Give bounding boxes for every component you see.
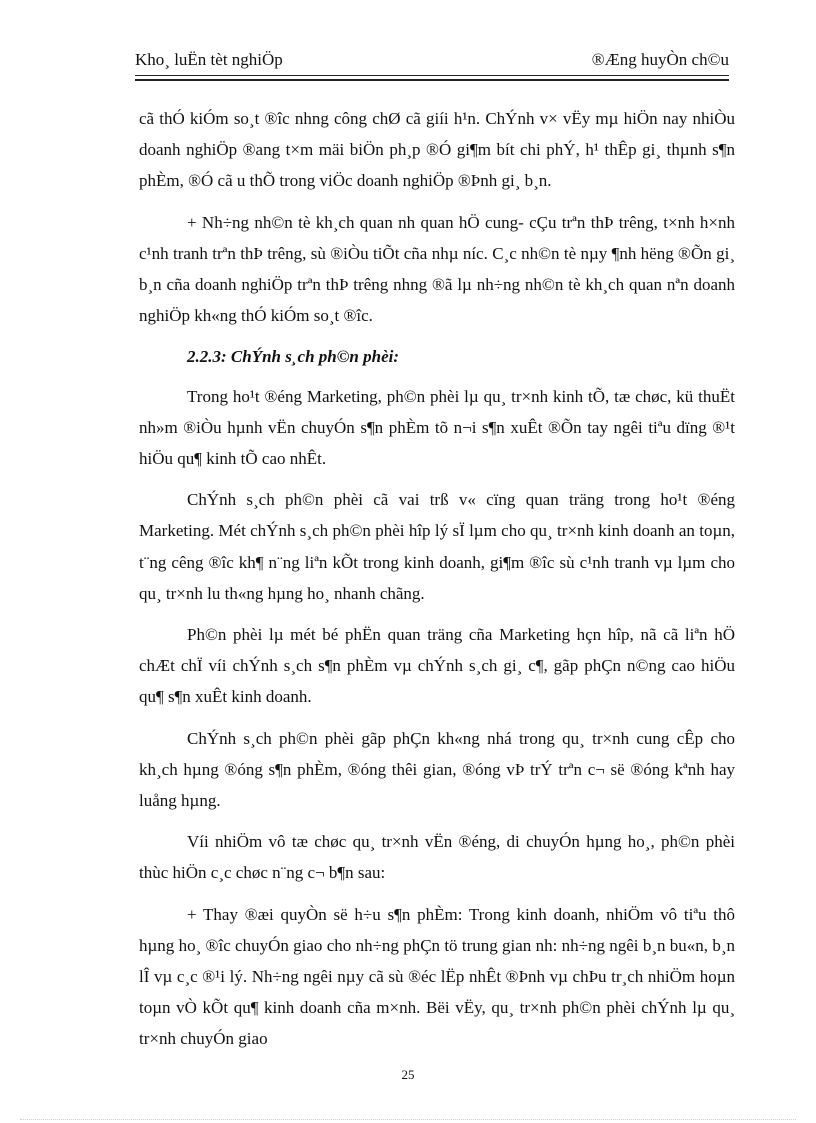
section-heading: 2.2.3: ChÝnh s¸ch ph©n phèi: <box>187 347 400 367</box>
paragraph-4: ChÝnh s¸ch ph©n phèi cã vai trß v« cïng quan träng trong ho¹t ®éng Marketing. Mét chÝnh s¸ch ph©n phèi hîp lý sÏ lµm cho qu¸ tr×nh kinh doanh an toµn, t¨ng cêng ®îc kh¶ n¨ng liªn kÕt trong kinh doanh, gi¶m ®îc sù c¹nh tranh vµ lµm cho qu¸ tr×nh lu th«ng hµng ho¸ nhanh chãng. <box>139 490 735 603</box>
paragraph-5: Ph©n phèi lµ mét bé phËn quan träng cña Marketing hçn hîp, nã cã liªn hÖ chÆt chÏ víi chÝnh s¸ch s¶n phÈm vµ chÝnh s¸ch gi¸ c¶, gãp phÇn n©ng cao hiÖu qu¶ s¶n xuÊt kinh doanh. <box>139 625 735 707</box>
paragraph-8: + Thay ®æi quyÒn së h÷u s¶n phÈm: Trong kinh doanh, nhiÖm vô tiªu thô hµng ho¸ ®îc chuyÓn giao cho nh÷ng phÇn tö trung gian nh: nh÷ng ngêi b¸n bu«n, b¸n lÎ vµ c¸c ®¹i lý. Nh÷ng ngêi nµy cã sù ®éc lËp nhÊt ®Þnh vµ chÞu tr¸ch nhiÖm hoµn toµn vÒ kÕt qu¶ kinh doanh cña m×nh. Bëi vËy, qu¸ tr×nh ph©n phèi chÝnh lµ qu¸ tr×nh chuyÓn giao <box>139 904 735 1049</box>
page-bottom-divider <box>20 1119 796 1120</box>
page-header <box>135 50 729 70</box>
paragraph-2: + Nh÷ng nh©n tè kh¸ch quan nh quan hÖ cung- cÇu trªn thÞ trêng, t×nh h×nh c¹nh tranh trªn thÞ trêng, sù ®iÒu tiÕt cña nhµ níc. C¸c nh©n tè nµy ¶nh hëng ®Õn gi¸ b¸n cña doanh nghiÖp trªn thÞ trêng nhng ®ã lµ nh÷ng nh©n tè kh¸ch quan nªn doanh nghiÖp kh«ng thÓ kiÓm so¸t ®îc. <box>139 212 735 326</box>
body-text <box>139 103 735 1065</box>
paragraph-3: Trong ho¹t ®éng Marketing, ph©n phèi lµ qu¸ tr×nh kinh tÕ, tæ chøc, kü thuËt nh»m ®iÒu hµnh vËn chuyÓn s¶n phÈm tõ n¬i s¶n xuÊt ®Õn tay ngêi tiªu dïng ®¹t hiÖu qu¶ kinh tÕ cao nhÊt. <box>139 386 735 469</box>
header-left-title: Kho¸ luËn tèt nghiÖp <box>135 50 283 69</box>
paragraph-7: Víi nhiÖm vô tæ chøc qu¸ tr×nh vËn ®éng, di chuyÓn hµng ho¸, ph©n phèi thùc hiÖn c¸c chøc n¨ng c¬ b¶n sau: <box>139 832 735 883</box>
paragraph-6: ChÝnh s¸ch ph©n phèi gãp phÇn kh«ng nhá trong qu¸ tr×nh cung cÊp cho kh¸ch hµng ®óng s¶n phÈm, ®óng thêi gian, ®óng vÞ trÝ trªn c¬ së ®óng kªnh hay luång hµng. <box>139 728 735 811</box>
paragraph-1: cã thÓ kiÓm so¸t ®îc nhng công chØ cã giíi h¹n. ChÝnh v× vËy mµ hiÖn nay nhiÒu doanh nghiÖp ®ang t×m mäi biÖn ph¸p ®Ó gi¶m bít chi phÝ, h¹ thÊp gi¸ thµnh s¶n phÈm, ®Ó cã u thÕ trong viÖc doanh nghiÖp ®Þnh gi¸ b¸n. <box>139 109 735 191</box>
page-number: 25 <box>401 1067 415 1082</box>
header-rule-thin <box>135 75 729 76</box>
header-right-title: ®Æng huyÒn ch©u <box>591 50 729 69</box>
header-rule-thick <box>135 79 729 81</box>
